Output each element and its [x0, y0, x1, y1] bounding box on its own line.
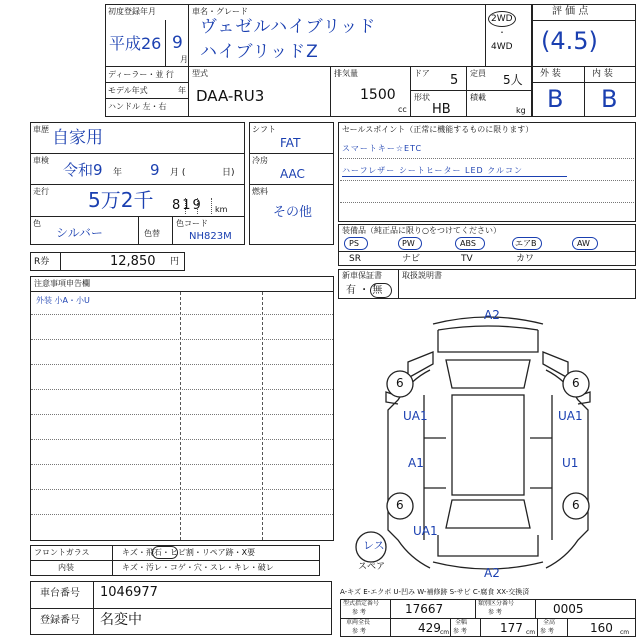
class-label: 類別区分番号	[478, 600, 515, 607]
model-year-unit: 年	[178, 86, 186, 95]
interior-cond-value: キズ・汚レ・コゲ・穴・スレ・キレ・破レ	[122, 563, 274, 572]
equip-abs: ABS	[460, 239, 476, 248]
color-code-value: NH823M	[189, 231, 232, 242]
reg-label: 登録番号	[40, 615, 80, 626]
notes-line-1: 外装 小A・小U	[36, 296, 90, 305]
first-reg-label: 初度登録年月	[108, 7, 156, 16]
load-unit: kg	[516, 106, 526, 115]
first-reg-month: 9	[172, 33, 183, 53]
length-label: 車両全長	[346, 619, 371, 626]
damage-front-left-door: UA1	[403, 409, 428, 423]
width-ref: 参 考	[453, 628, 467, 635]
model-spec-label: 型式指定番号	[343, 600, 380, 607]
mileage-unit: km	[215, 205, 228, 214]
equip-sr: SR	[349, 254, 361, 264]
shape-label: 形状	[414, 93, 430, 102]
reg-value: 名変中	[100, 612, 142, 628]
aircon-value: AAC	[280, 167, 305, 181]
inspection-month-unit: 月 (	[170, 168, 186, 178]
recycle-label: R券	[34, 257, 50, 267]
front-glass-value: キズ・飛石・ヒビ割・リペア跡・X要	[122, 548, 256, 557]
height-unit: cm	[620, 629, 630, 636]
body-color-label: 色替	[144, 229, 160, 238]
manual-label: 取扱説明書	[402, 271, 442, 280]
use-value: 自家用	[52, 128, 103, 148]
fuel-value: その他	[273, 205, 313, 220]
model-spec-value: 17667	[405, 602, 444, 616]
drive-4wd: 4WD	[491, 42, 513, 52]
interior-grade: B	[601, 85, 618, 113]
equip-tv: TV	[461, 254, 473, 264]
damage-tire-rear-left: 6	[396, 498, 404, 512]
warranty-value: 有 ・ 無	[346, 285, 383, 296]
type-value: DAA-RU3	[196, 87, 265, 105]
sales-point-line-2: ハーフレザー シートヒーター LED クルコン	[342, 166, 524, 175]
capacity-label: 定員	[470, 69, 486, 78]
damage-rear-left-door: A1	[408, 456, 424, 470]
interior-cond-label: 内装	[58, 563, 74, 572]
inspection-label: 車検	[33, 156, 49, 165]
equip-airbag: エアB	[515, 239, 537, 248]
damage-tire-rear-right: 6	[572, 498, 580, 512]
class-ref: 参 考	[488, 609, 502, 616]
width-value: 177	[500, 621, 523, 635]
equip-pw: PW	[402, 239, 415, 248]
equip-aw: AW	[577, 239, 590, 248]
damage-top: A2	[484, 308, 500, 322]
sales-points-label: セールスポイント（正常に機能するものに限ります）	[342, 125, 534, 134]
damage-front-right-door: UA1	[558, 409, 583, 423]
score-value: (4.5)	[541, 27, 598, 55]
use-label: 車歴	[33, 125, 49, 134]
mileage-odo: 819	[172, 198, 203, 213]
dealer-label: ディーラー・並 行	[108, 70, 174, 79]
recycle-box	[30, 252, 185, 271]
name-grade-label: 車名・グレード	[192, 7, 248, 16]
color-code-label: 色コード	[176, 219, 208, 228]
height-value: 160	[590, 621, 613, 635]
capacity-value: 5人	[503, 73, 523, 87]
model-spec-ref: 参 考	[352, 609, 366, 616]
first-reg-era: 平成26	[109, 34, 162, 53]
equip-navi: ナビ	[402, 254, 421, 264]
damage-tire-front-left: 6	[396, 376, 404, 390]
warranty-none-circle	[370, 283, 392, 298]
height-ref: 参 考	[540, 628, 554, 635]
stone-chip-circle	[152, 546, 178, 559]
chassis-label: 車台番号	[40, 588, 80, 599]
damage-bottom: A2	[484, 566, 500, 580]
equip-ps: PS	[349, 239, 359, 248]
displacement-label: 排気量	[334, 69, 358, 78]
drive-2wd: 2WD	[491, 14, 513, 24]
width-label: 全幅	[455, 619, 468, 626]
damage-rear-left-fender: UA1	[413, 524, 438, 538]
length-value: 429	[418, 621, 441, 635]
mileage-value: 5万2千	[88, 188, 154, 212]
door-value: 5	[450, 73, 459, 88]
score-label: 評 価 点	[552, 6, 589, 17]
spare-value: レス	[363, 539, 385, 552]
type-label: 型式	[192, 69, 208, 78]
door-label: ドア	[414, 69, 430, 78]
inspection-month: 9	[150, 161, 160, 179]
aircon-label: 冷房	[252, 156, 268, 165]
displacement-value: 1500	[360, 87, 396, 103]
color-value: シルバー	[56, 226, 103, 240]
exterior-grade: B	[547, 85, 564, 113]
damage-tire-front-right: 6	[572, 376, 580, 390]
chassis-value: 1046977	[100, 585, 158, 600]
model-year-label: モデル年式	[108, 86, 148, 95]
car-grade: ハイブリッドZ	[200, 42, 319, 62]
equipment-label: 装備品（純正品に限り○をつけてください）	[342, 226, 501, 235]
inspection-year-unit: 年	[113, 168, 123, 178]
front-glass-label: フロントガラス	[34, 548, 90, 557]
shift-label: シフト	[252, 125, 276, 134]
color-label: 色	[33, 219, 41, 228]
interior-label: 内 装	[592, 69, 613, 79]
mileage-label: 走行	[33, 187, 49, 196]
class-value: 0005	[553, 602, 584, 616]
handle-label: ハンドル 左・右	[108, 102, 167, 111]
length-ref: 参 考	[352, 628, 366, 635]
damage-rear-right-door: U1	[562, 456, 579, 470]
spare-label: スペア	[358, 562, 386, 572]
shift-value: FAT	[280, 136, 301, 150]
equip-leather: カワ	[516, 254, 535, 264]
load-label: 積載	[470, 93, 486, 102]
width-unit: cm	[526, 629, 536, 636]
recycle-value: 12,850	[110, 254, 156, 269]
cc-unit: cc	[398, 105, 407, 114]
notes-section	[30, 276, 334, 541]
sales-point-line-1: スマートキー☆ETC	[342, 144, 423, 153]
inspection-day-unit: 日)	[222, 168, 235, 178]
shape-value: HB	[432, 102, 451, 117]
damage-legend: A-キズ E-エクボ U-凹み W-補修跡 S-サビ C-腐食 XX-交換済	[340, 588, 530, 596]
fuel-label: 燃料	[252, 187, 268, 196]
notes-label: 注意事項申告欄	[34, 279, 90, 288]
length-unit: cm	[440, 629, 450, 636]
exterior-label: 外 装	[540, 69, 561, 79]
first-reg-month-unit: 月	[180, 55, 188, 64]
car-name: ヴェゼルハイブリッド	[200, 17, 377, 37]
recycle-unit: 円	[170, 257, 180, 267]
inspection-era: 令和9	[63, 161, 103, 179]
drive-dot: ・	[498, 28, 506, 37]
height-label: 全高	[543, 619, 556, 626]
warranty-label: 新車保証書	[342, 271, 382, 280]
